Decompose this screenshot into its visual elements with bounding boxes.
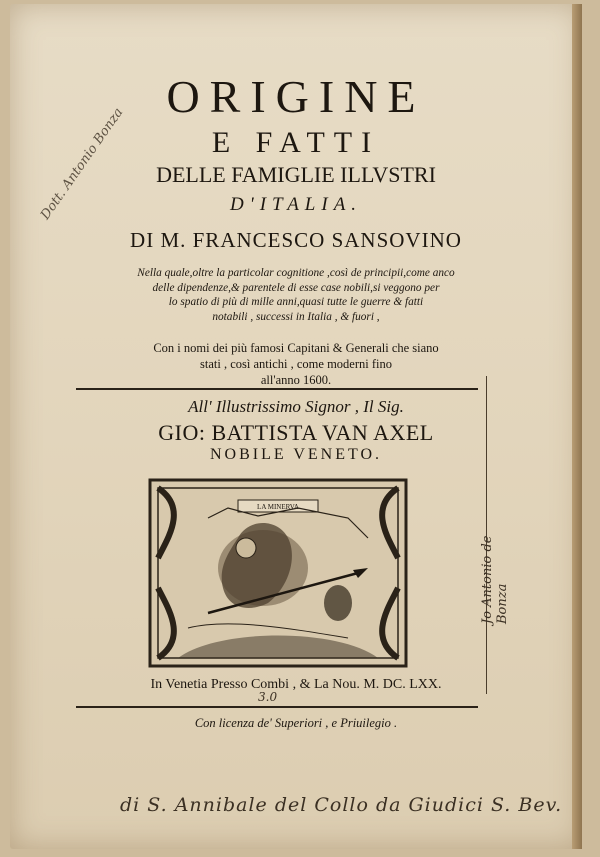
handwritten-bottom-note: di S. Annibale del Collo da Giudici S. Bev. — [120, 794, 563, 816]
title-italia: D'ITALIA. — [229, 194, 363, 215]
description-line: Nella quale,oltre la particolar cognitione ,così de principii,come anco — [137, 267, 455, 279]
description-line: lo spatio di più di mille anni,quasi tutte le guerre & fatti — [168, 296, 424, 308]
rule-divider-top — [76, 388, 478, 390]
license-line: Con licenza de' Superiori , e Priuilegio . — [194, 716, 398, 730]
minerva-vignette — [148, 478, 408, 668]
handwritten-left-note: Dott. Antonio Bonza — [38, 105, 127, 223]
vignette-banner-text: LA MINERVA — [257, 503, 299, 511]
handwritten-number: 3.0 — [258, 690, 278, 704]
author-line: DI M. FRANCESCO SANSOVINO — [130, 228, 462, 252]
description-line: delle dipendenze,& parentele di esse case nobili,si veggono per — [152, 281, 440, 294]
dedication-name: GIO: BATTISTA VAN AXEL — [158, 420, 434, 445]
title-e-fatti: E FATTI — [211, 126, 381, 159]
names-note-block — [10, 340, 582, 388]
names-note-line: Con i nomi dei più famosi Capitani & Generali che siano — [153, 341, 439, 355]
rule-divider-bottom — [76, 706, 478, 708]
title-origine: ORIGINE — [166, 71, 426, 122]
dedication-title: NOBILE VENETO. — [209, 446, 383, 463]
description-block — [10, 266, 582, 324]
imprint-line: In Venetia Presso Combi , & La Nou. M. DC. LXX. — [150, 677, 442, 692]
title-famiglie: DELLE FAMIGLIE ILLVSTRI — [156, 162, 436, 187]
names-note-line: stati , così antichi , come moderni fino — [200, 357, 392, 371]
description-line: notabili , successi in Italia , & fuori , — [212, 310, 380, 323]
title-page — [10, 4, 582, 849]
names-note-line: all'anno 1600. — [260, 373, 332, 387]
handwritten-right-note: Jo Antonio de Bonza — [480, 535, 510, 624]
dedication-line-1: All' Illustrissimo Signor , Il Sig. — [188, 397, 404, 416]
